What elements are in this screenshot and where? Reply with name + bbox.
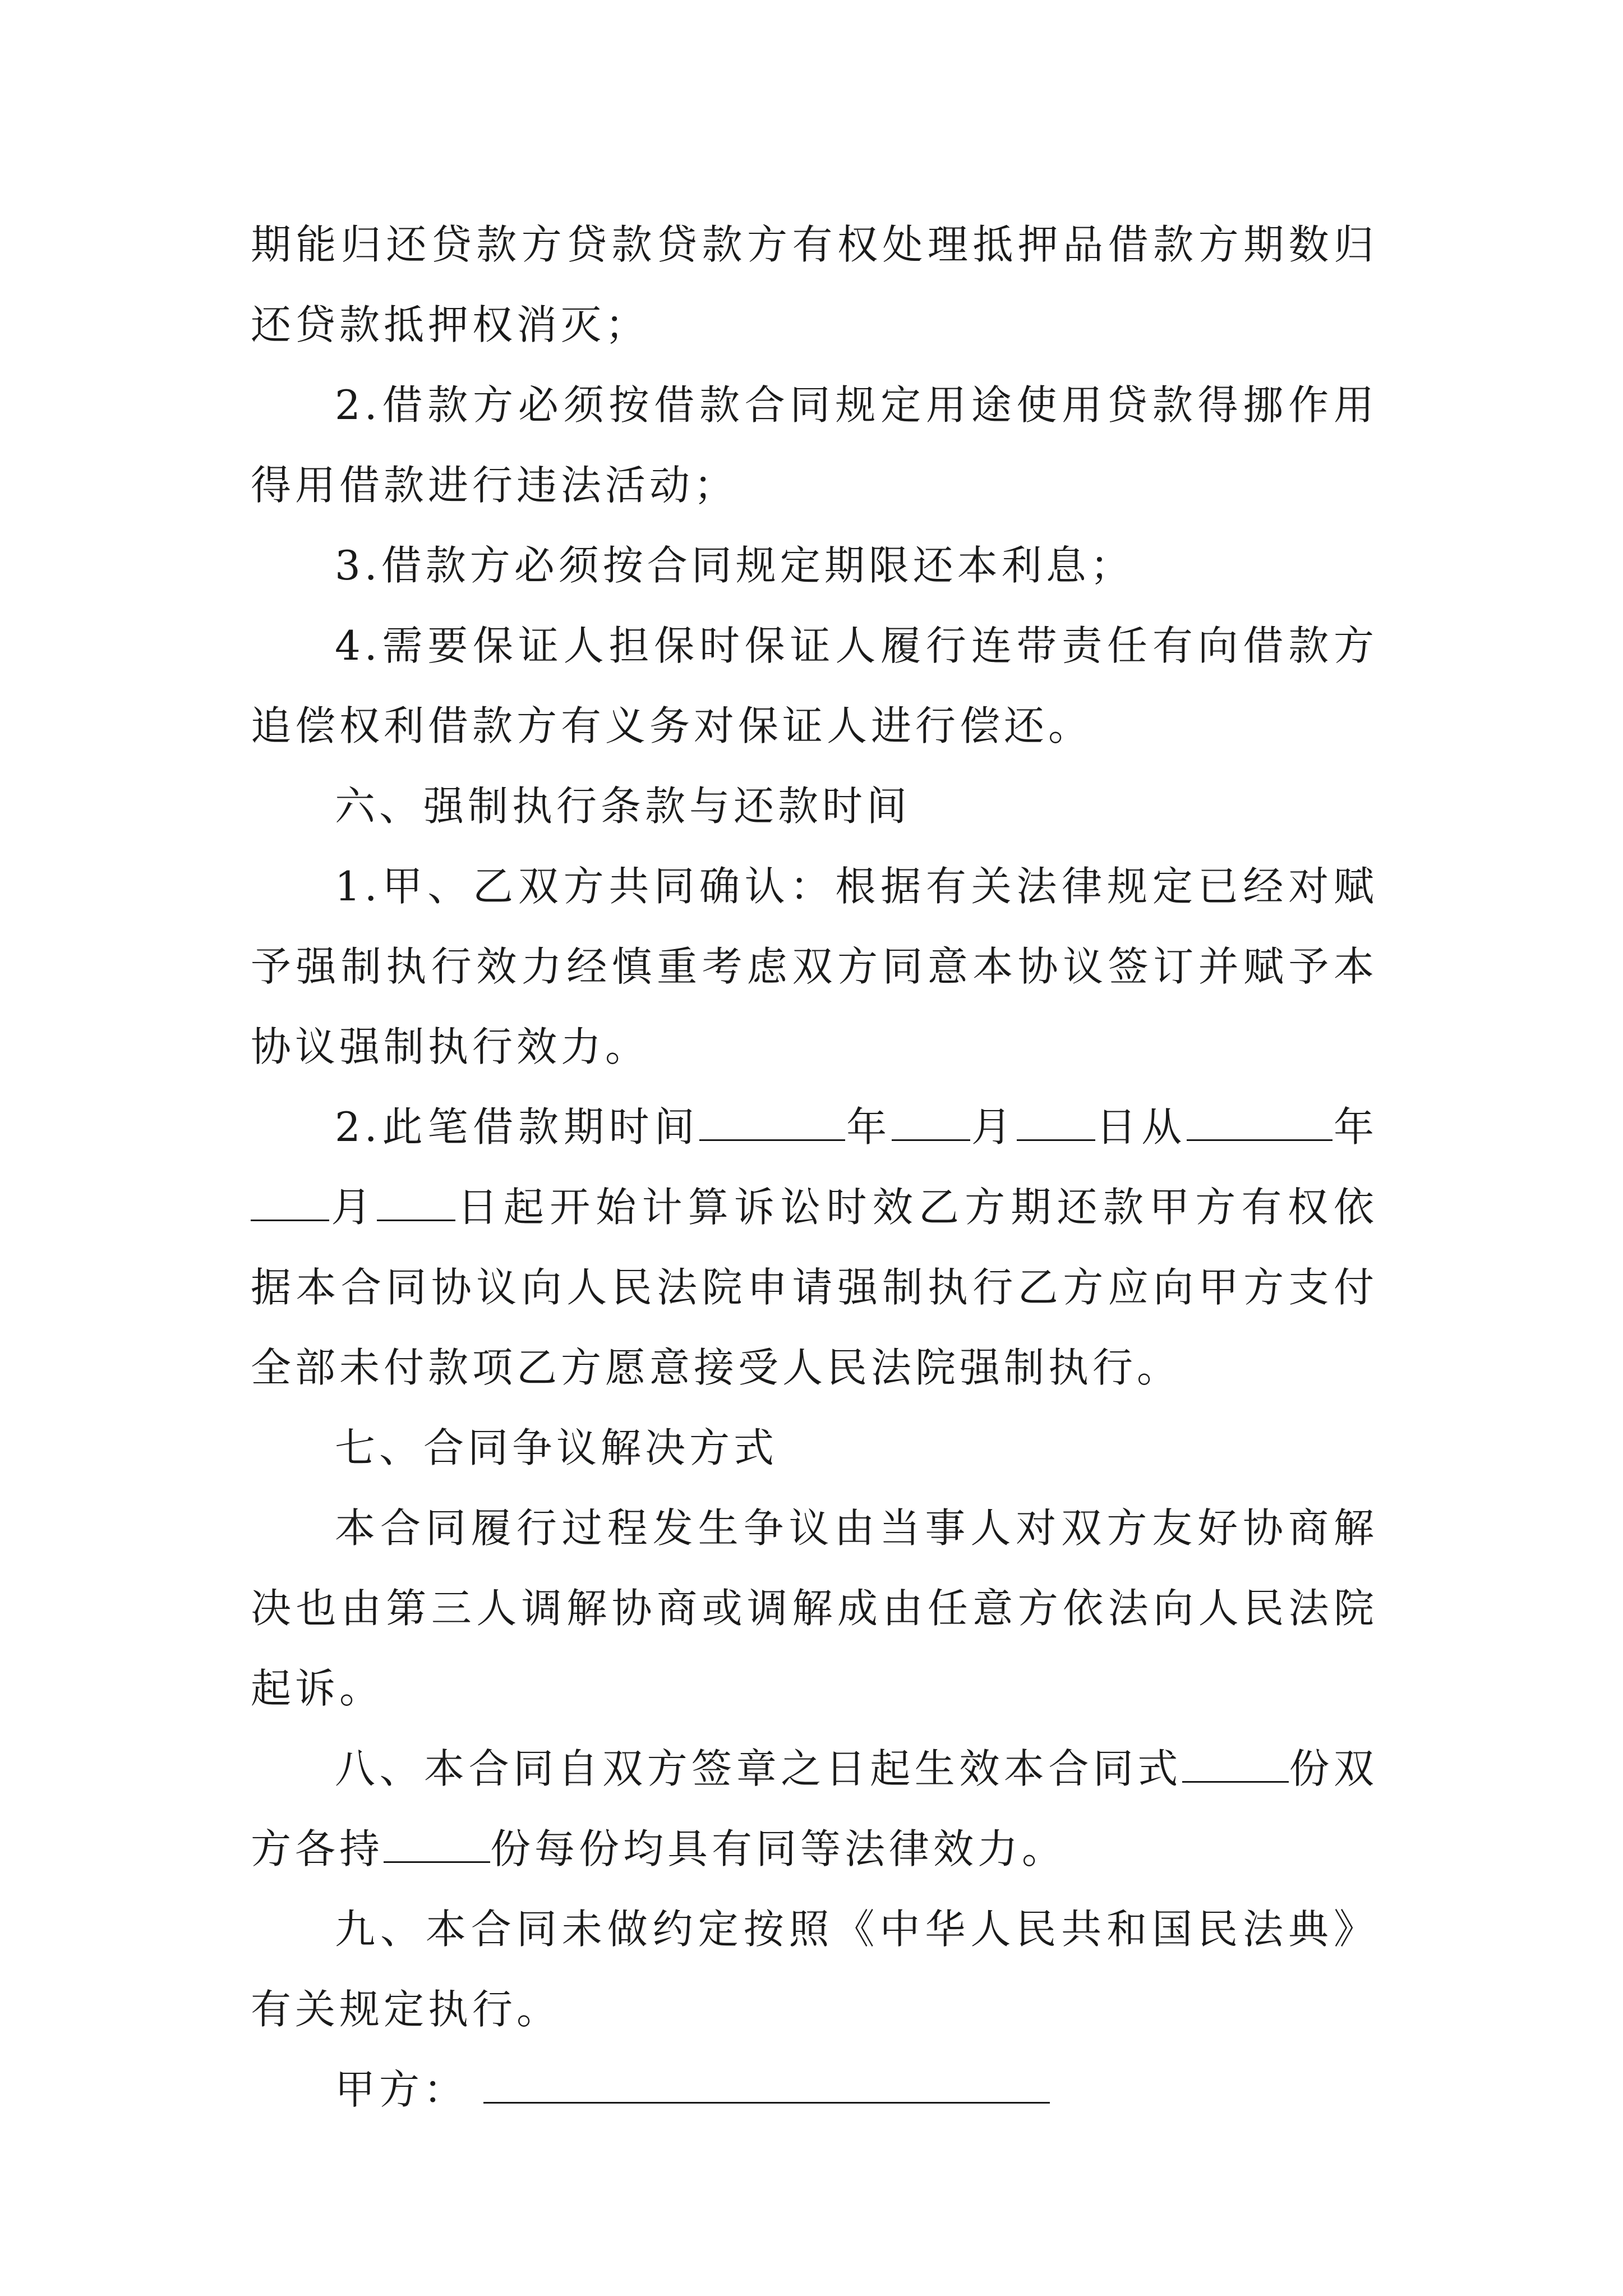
clause-guarantor: 4.需要保证人担保时保证人履行连带责任有向借款方追偿权利借款方有义务对保证人进行偿还。 [251, 622, 1378, 749]
loan-start-day-blank[interactable] [1017, 1105, 1095, 1141]
limitation-start-month-blank[interactable] [251, 1185, 329, 1221]
copies-total-blank[interactable] [1182, 1746, 1289, 1783]
contract-page [251, 205, 1378, 2130]
section-heading-dispute: 七、合同争议解决方式 [335, 1424, 778, 1471]
loan-period-text-3: 月 [970, 1103, 1017, 1151]
effectiveness-text-3: 份每份均具有同等法律效力。 [490, 1825, 1067, 1872]
party-a-label: 甲方： [335, 2066, 468, 2113]
effectiveness-text-2: 份双方各持 [251, 1745, 1378, 1872]
clause-loan-period [251, 1087, 1378, 1408]
clause-repay-principal: 3.借款方必须按合同规定期限还本利息； [335, 542, 1135, 589]
party-a-signature-blank[interactable] [483, 2067, 1050, 2104]
limitation-start-year-blank[interactable] [1187, 1105, 1332, 1141]
clause-civil-code: 九、本合同未做约定按照《中华人民共和国民法典》有关规定执行。 [251, 1906, 1378, 2033]
loan-period-text-1: 2.此笔借款期时间 [335, 1103, 700, 1151]
clause-loan-purpose: 2.借款方必须按借款合同规定用途使用贷款得挪作用得用借款进行违法活动； [251, 381, 1378, 509]
signature-line-party-a [251, 2050, 1378, 2130]
loan-period-text-7: 日起开始计算诉讼时效乙方期还款甲方有权依据本合同协议向人民法院申请强制执行乙方应向甲方支付全部未付款项乙方愿意接受人民法院强制执行。 [251, 1184, 1378, 1391]
copies-each-blank[interactable] [384, 1826, 490, 1863]
loan-start-year-blank[interactable] [699, 1105, 845, 1141]
paragraph-mortgage-continued: 期能归还贷款方贷款贷款方有权处理抵押品借款方期数归还贷款抵押权消灭； [251, 221, 1378, 348]
clause-dispute-resolution: 本合同履行过程发生争议由当事人对双方友好协商解决也由第三人调解协商或调解成由任意方依法向人民法院起诉。 [251, 1504, 1378, 1712]
clause-enforcement-confirmation: 1.甲、乙双方共同确认：根据有关法律规定已经对赋予强制执行效力经慎重考虑双方同意本协议签订并赋予本协议强制执行效力。 [251, 863, 1378, 1070]
clause-effectiveness [251, 1729, 1378, 1889]
loan-period-text-2: 年 [845, 1103, 892, 1151]
loan-period-text-4: 日从 [1095, 1103, 1187, 1151]
loan-start-month-blank[interactable] [892, 1105, 970, 1141]
effectiveness-text-1: 八、本合同自双方签章之日起生效本合同式 [335, 1745, 1182, 1792]
section-heading-enforcement: 六、强制执行条款与还款时间 [335, 783, 911, 830]
limitation-start-day-blank[interactable] [377, 1185, 455, 1221]
loan-period-text-6: 月 [329, 1184, 377, 1231]
loan-period-text-5: 年 [1332, 1103, 1378, 1151]
